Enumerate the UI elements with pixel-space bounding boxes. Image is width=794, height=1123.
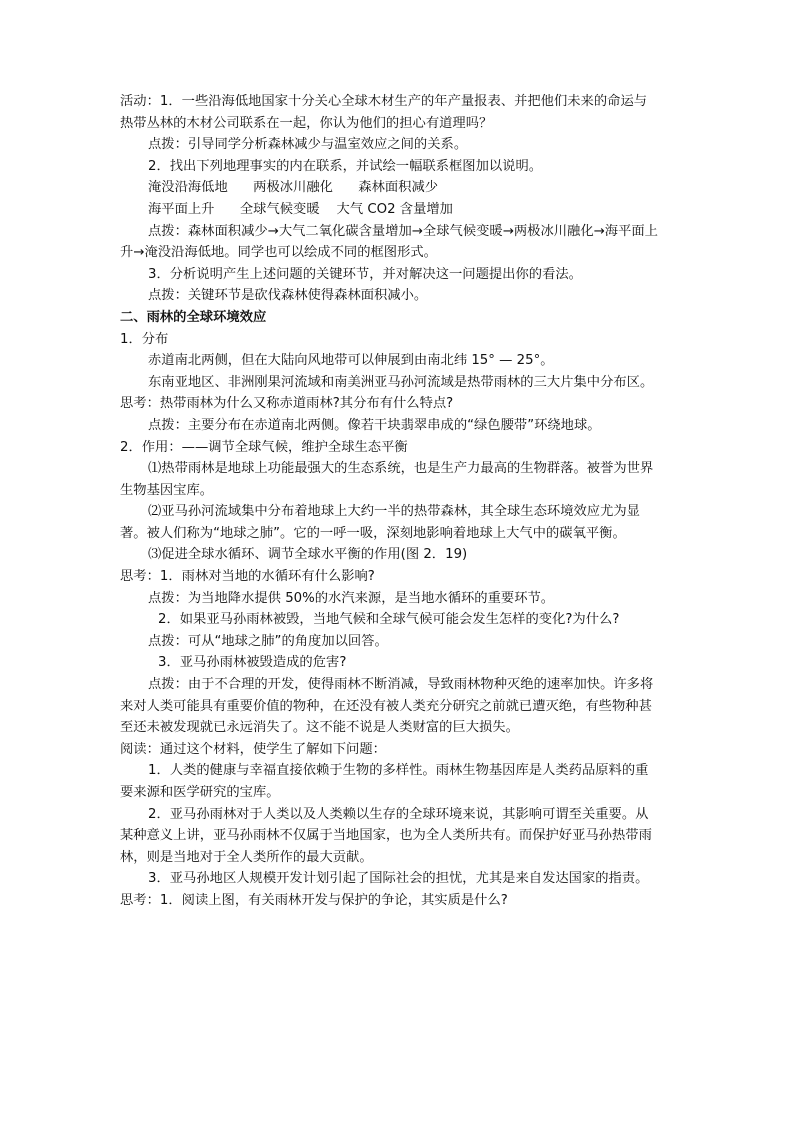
fact-list-row-2: 海平面上升 全球气候变暖 大气 CO2 含量增加 <box>148 201 453 217</box>
body-paragraph: 赤道南北两侧，但在大陆向风地带可以伸展到由南北纬 15° — 25°。 <box>148 353 554 369</box>
fact-list-row-1: 淹没沿海低地 两极冰川融化 森林面积减少 <box>148 180 439 196</box>
think-question: 思考：热带雨林为什么又称赤道雨林?其分布有什么特点? <box>120 396 454 412</box>
reading-point: 2．亚马孙雨林对于人类以及人类赖以生存的全球环境来说，其影响可谓至关重要。从某种意义上讲，亚马孙雨林不仅属于当地国家，也为全人类所共有。而保护好亚马孙热带雨林，则是当地对于全人类所作的最大贡献。 <box>120 806 652 865</box>
hint-paragraph: 点拨：引导同学分析森林减少与温室效应之间的关系。 <box>148 137 468 153</box>
activity-question-3: 3．分析说明产生上述问题的关键环节，并对解决这一问题提出你的看法。 <box>148 266 582 282</box>
body-paragraph: 东南亚地区、非洲刚果河流域和南美洲亚马孙河流域是热带雨林的三大片集中分布区。 <box>148 374 654 390</box>
hint-paragraph: 点拨：主要分布在赤道南北两侧。像若干块翡翠串成的“绿色腰带”环绕地球。 <box>148 417 601 433</box>
body-paragraph: ⑵亚马孙河流域集中分布着地球上大约一半的热带森林，其全球生态环境效应尤为显著。被人们称为“地球之肺”。它的一呼一吸，深刻地影响着地球上大气中的碳氧平衡。 <box>120 504 640 541</box>
hint-paragraph: 点拨：关键环节是砍伐森林使得森林面积减小。 <box>148 288 428 304</box>
body-paragraph: ⑴热带雨林是地球上功能最强大的生态系统，也是生产力最高的生物群落。被誉为世界生物基因宝库。 <box>120 461 654 498</box>
hint-paragraph: 点拨：为当地降水提供 50%的水汽来源，是当地水循环的重要环节。 <box>148 590 555 606</box>
section-heading: 二、雨林的全球环境效应 <box>120 309 267 325</box>
document-body <box>120 91 660 912</box>
reading-point: 3．亚马孙地区人规模开发计划引起了国际社会的担忧，尤其是来自发达国家的指责。 <box>148 871 649 887</box>
think-question: 3．亚马孙雨林被毁造成的危害? <box>158 655 347 671</box>
subsection-heading: 2．作用：——调节全球气候，维护全球生态平衡 <box>120 439 408 455</box>
reading-heading: 阅读：通过这个材料，使学生了解如下问题： <box>120 741 386 757</box>
think-question: 2．如果亚马孙雨林被毁，当地气候和全球气候可能会发生怎样的变化?为什么? <box>158 612 620 628</box>
subsection-heading: 1．分布 <box>120 331 169 347</box>
hint-paragraph: 点拨：可从“地球之肺”的角度加以回答。 <box>148 633 388 649</box>
hint-paragraph: 点拨：由于不合理的开发，使得雨林不断消减，导致雨林物种灭绝的速率加快。许多将来对人类可能具有重要价值的物种，在还没有被人类充分研究之前就已遭灭绝，有些物种甚至还未被发现就已永远消失了。这不能不说是人类财富的巨大损失。 <box>120 677 654 736</box>
think-question: 思考：1．雨林对当地的水循环有什么影响? <box>120 569 375 585</box>
reading-point: 1．人类的健康与幸福直接依赖于生物的多样性。雨林生物基因库是人类药品原料的重 要来源和医学研究的宝库。 <box>120 763 662 800</box>
activity-question-2: 2．找出下列地理事实的内在联系，并试绘一幅联系框图加以说明。 <box>148 158 543 174</box>
body-paragraph: ⑶促进全球水循环、调节全球水平衡的作用(图 2．19) <box>148 547 468 563</box>
hint-paragraph: 点拨：森林面积减少→大气二氧化碳含量增加→全球气候变暖→两极冰川融化→海平面上升→淹没沿海低地。同学也可以绘成不同的框图形式。 <box>120 223 658 261</box>
activity-question-1: 活动：1．一些沿海低地国家十分关心全球木材生产的年产量报表、并把他们未来的命运与热带丛林的木材公司联系在一起，你认为他们的担心有道理吗？ <box>120 94 648 131</box>
think-question: 思考：1．阅读上图，有关雨林开发与保护的争论，其实质是什么? <box>120 892 508 908</box>
